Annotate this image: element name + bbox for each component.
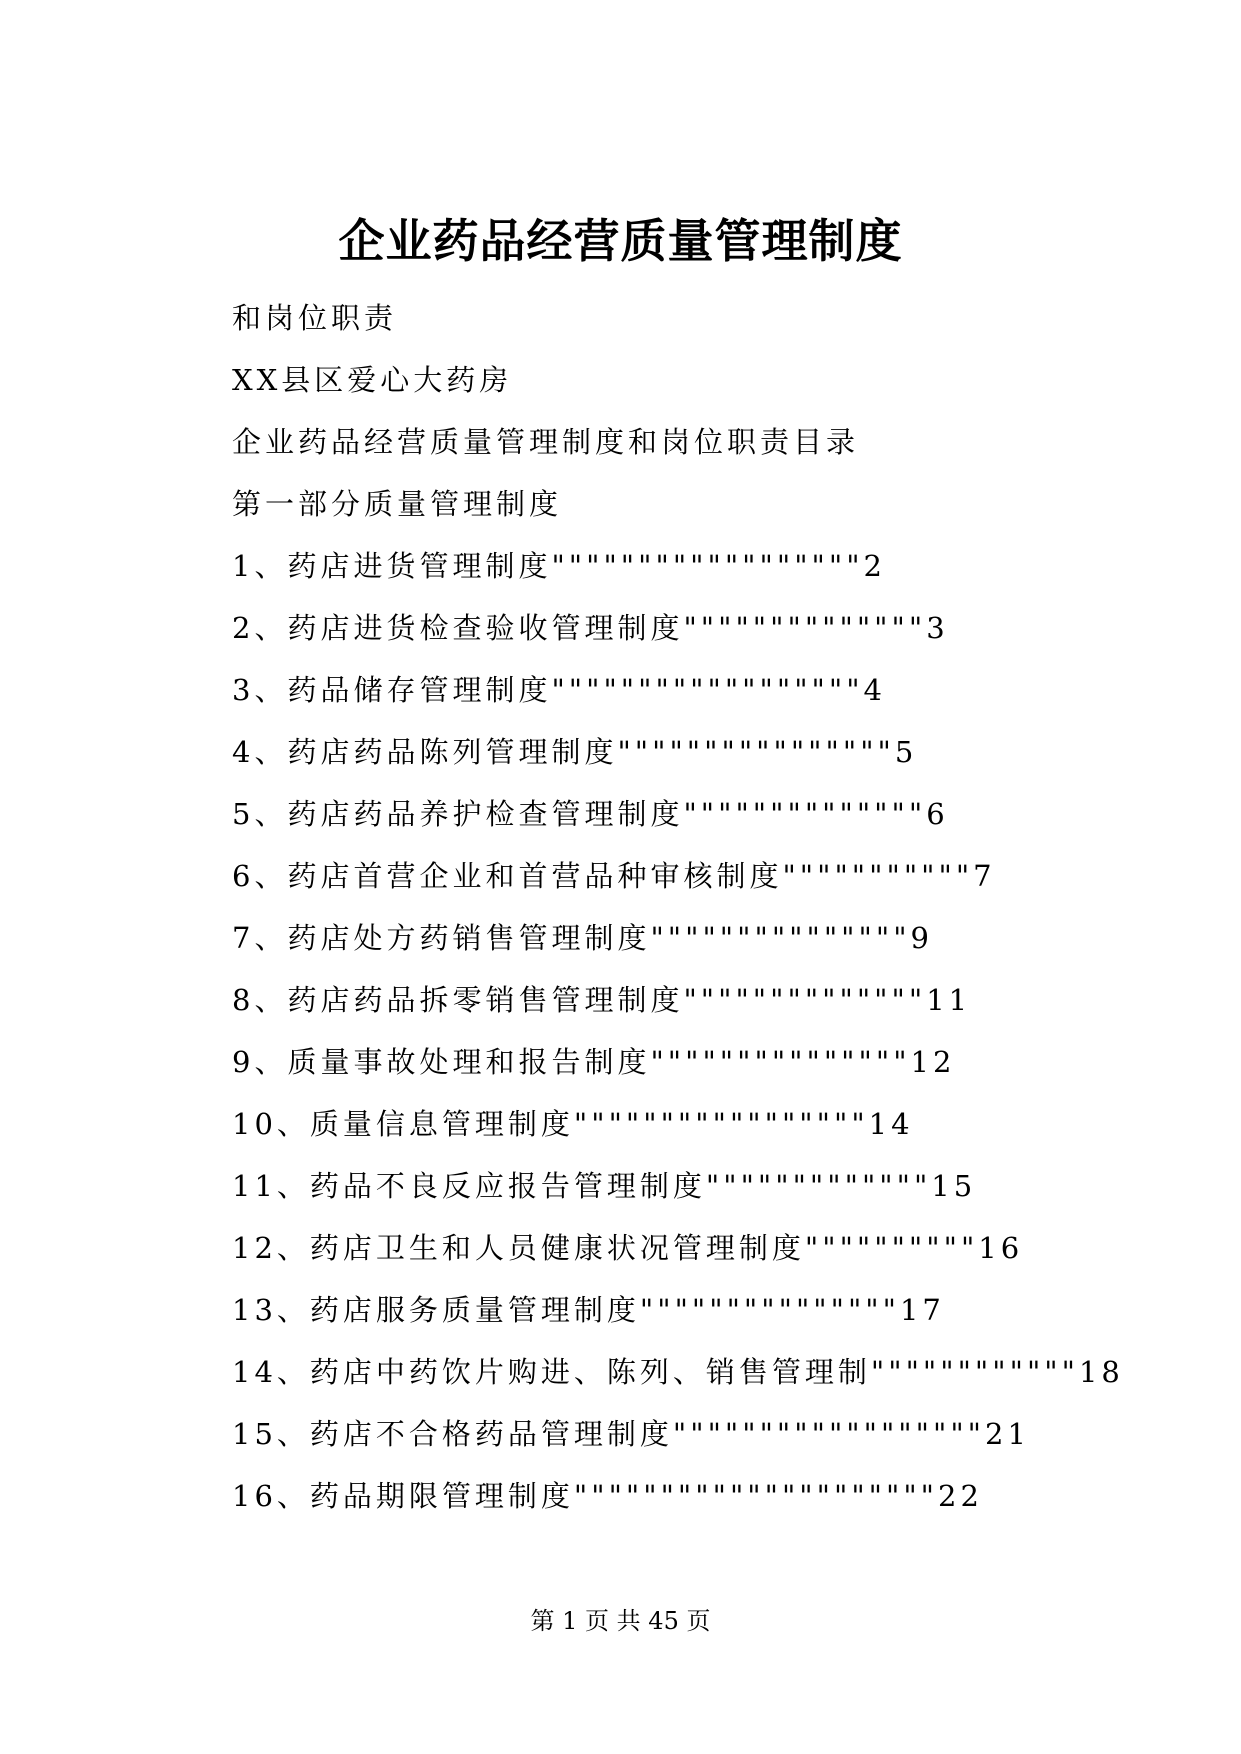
subtitle-line: 和岗位职责 <box>232 301 398 335</box>
toc-entry: 15、药店不合格药品管理制度""""""""""""""""""21 <box>232 1417 1030 1451</box>
toc-entry: 7、药店处方药销售管理制度"""""""""""""""9 <box>232 921 933 955</box>
toc-heading: 企业药品经营质量管理制度和岗位职责目录 <box>232 425 860 459</box>
toc-entry: 13、药店服务质量管理制度"""""""""""""""17 <box>232 1293 945 1327</box>
toc-entry: 11、药品不良反应报告管理制度"""""""""""""15 <box>232 1169 977 1203</box>
toc-entry: 12、药店卫生和人员健康状况管理制度""""""""""16 <box>232 1231 1024 1265</box>
toc-entry: 1、药店进货管理制度""""""""""""""""""2 <box>232 549 887 583</box>
organization-line: XX县区爱心大药房 <box>232 363 513 397</box>
toc-entry: 14、药店中药饮片购进、陈列、销售管理制""""""""""""18 <box>232 1355 1124 1389</box>
document-title: 企业药品经营质量管理制度 <box>338 214 903 268</box>
toc-entry: 16、药品期限管理制度"""""""""""""""""""""22 <box>232 1479 983 1513</box>
toc-entry: 6、药店首营企业和首营品种审核制度"""""""""""7 <box>232 859 996 893</box>
section-heading: 第一部分质量管理制度 <box>232 487 563 521</box>
toc-entry: 3、药品储存管理制度""""""""""""""""""4 <box>232 673 887 707</box>
page-footer: 第 1 页 共 45 页 <box>530 1607 711 1635</box>
toc-entry: 5、药店药品养护检查管理制度""""""""""""""6 <box>232 797 949 831</box>
toc-entry: 2、药店进货检查验收管理制度""""""""""""""3 <box>232 611 949 645</box>
toc-entry: 8、药店药品拆零销售管理制度""""""""""""""11 <box>232 983 972 1017</box>
toc-entry: 4、药店药品陈列管理制度""""""""""""""""5 <box>232 735 918 769</box>
toc-entry: 10、质量信息管理制度"""""""""""""""""14 <box>232 1107 914 1141</box>
document-body <box>232 296 1232 1536</box>
toc-entry: 9、质量事故处理和报告制度"""""""""""""""12 <box>232 1045 956 1079</box>
